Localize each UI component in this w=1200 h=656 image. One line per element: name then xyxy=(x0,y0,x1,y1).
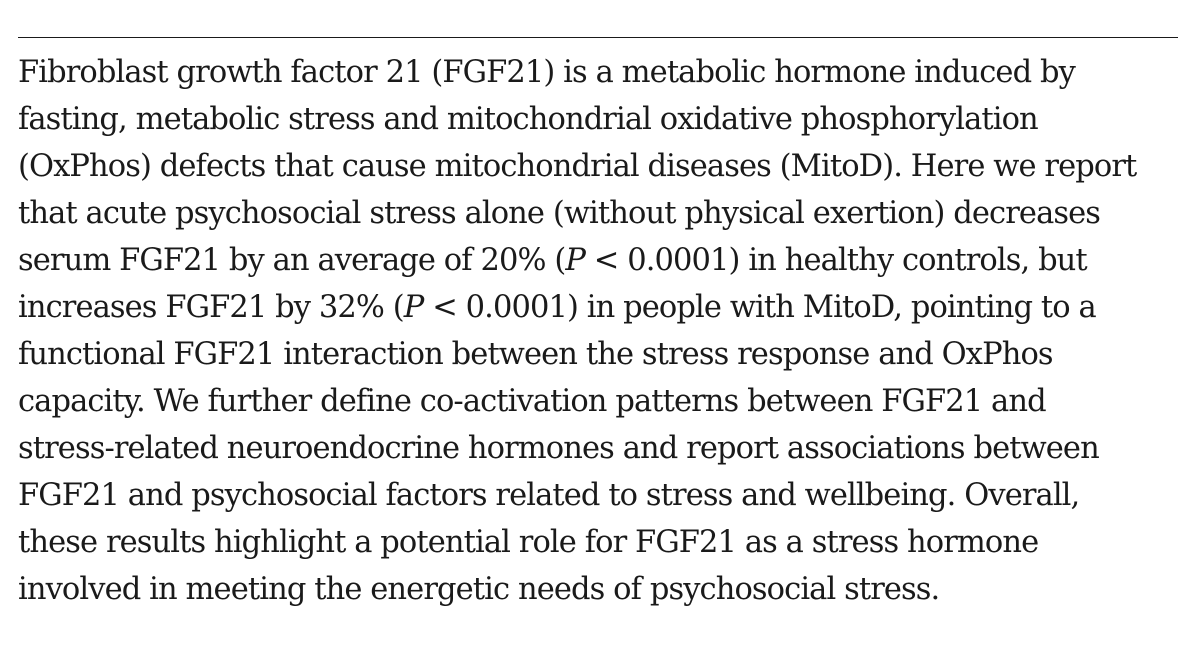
abstract-line: functional FGF21 interaction between the stress response and OxPhos xyxy=(18,337,1053,372)
p-value-symbol: P xyxy=(403,290,424,325)
p-value-symbol: P xyxy=(565,243,585,278)
abstract-line: (OxPhos) defects that cause mitochondrial diseases (MitoD). Here we report xyxy=(18,149,1137,184)
abstract-line: increases FGF21 by 32% (P < 0.0001) in people with MitoD, pointing to a xyxy=(18,290,1096,325)
abstract-paragraph xyxy=(18,49,1188,613)
abstract-line: serum FGF21 by an average of 20% (P < 0.0001) in healthy controls, but xyxy=(18,243,1087,278)
abstract-line: that acute psychosocial stress alone (without physical exertion) decreases xyxy=(18,196,1101,231)
abstract-line: stress-related neuroendocrine hormones and report associations between xyxy=(18,431,1099,466)
abstract-line: fasting, metabolic stress and mitochondrial oxidative phosphorylation xyxy=(18,102,1038,137)
abstract-line: Fibroblast growth factor 21 (FGF21) is a metabolic hormone induced by xyxy=(18,55,1075,90)
abstract-line: capacity. We further define co-activation patterns between FGF21 and xyxy=(18,384,1046,419)
top-rule xyxy=(18,37,1178,38)
abstract-line: these results highlight a potential role for FGF21 as a stress hormone xyxy=(18,525,1039,560)
abstract-line: FGF21 and psychosocial factors related to stress and wellbeing. Overall, xyxy=(18,478,1080,513)
abstract-line: involved in meeting the energetic needs of psychosocial stress. xyxy=(18,572,940,607)
